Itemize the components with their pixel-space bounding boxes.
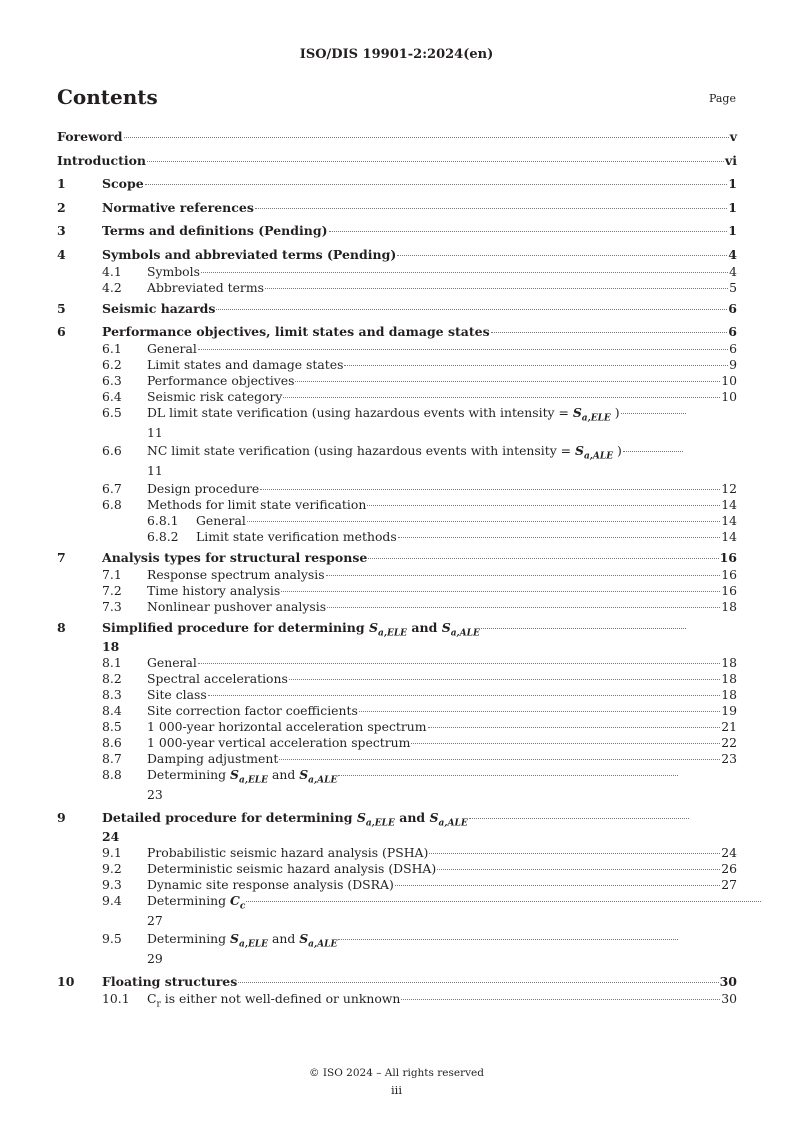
toc-entry-6-2[interactable]: 6.2 Limit states and damage states 9 bbox=[102, 357, 737, 372]
toc-entry-6-5[interactable]: 6.5 DL limit state verification (using hazardous events with intensity = $S_{a,ELE}$ ) bbox=[57, 405, 737, 425]
toc-entry-8-8[interactable]: 8.8 Determining $S_{a,ELE}$ and $S_{a,ALE}$ bbox=[57, 767, 737, 787]
toc-entry-6-6-page: 11 bbox=[147, 463, 163, 478]
toc-entry-8-3[interactable]: 8.3 Site class 18 bbox=[102, 687, 737, 702]
toc-entry-9[interactable]: 9 Detailed procedure for determining $S_{a,ELE}$ and $S_{a,ALE}$ bbox=[57, 809, 737, 829]
toc-entry-6-8-1[interactable]: 6.8.1 General 14 bbox=[147, 513, 737, 528]
toc-entry-8-7[interactable]: 8.7 Damping adjustment 23 bbox=[102, 751, 737, 766]
copyright-notice: © ISO 2024 – All rights reserved bbox=[309, 1067, 484, 1079]
math-s-a-ale: $S_{a,ALE}$ bbox=[574, 443, 614, 462]
toc-entry-10[interactable]: 10 Floating structures 30 bbox=[57, 974, 737, 989]
toc-entry-9-page: 24 bbox=[102, 829, 120, 844]
page-number: iii bbox=[390, 1083, 403, 1097]
toc-entry-7-3[interactable]: 7.3 Nonlinear pushover analysis 18 bbox=[102, 599, 737, 614]
toc-entry-foreword[interactable]: Foreword v bbox=[57, 129, 737, 144]
toc-entry-9-1[interactable]: 9.1 Probabilistic seismic hazard analysis (PSHA) 24 bbox=[102, 845, 737, 860]
toc-entry-8-8-page: 23 bbox=[147, 787, 163, 802]
toc-entry-7-2[interactable]: 7.2 Time history analysis 16 bbox=[102, 583, 737, 598]
toc-entry-6-7[interactable]: 6.7 Design procedure 12 bbox=[102, 481, 737, 496]
math-c-c: $C_c$ bbox=[230, 893, 246, 912]
toc-entry-6-5-page: 11 bbox=[147, 425, 163, 440]
toc-entry-3[interactable]: 3 Terms and definitions (Pending) 1 bbox=[57, 223, 737, 238]
toc-entry-6-4[interactable]: 6.4 Seismic risk category 10 bbox=[102, 389, 737, 404]
math-s-a-ale: $S_{a,ALE}$ bbox=[299, 931, 338, 950]
contents-title: Contents bbox=[57, 85, 158, 109]
math-s-a-ele: $S_{a,ELE}$ bbox=[356, 810, 395, 829]
toc-entry-8-2[interactable]: 8.2 Spectral accelerations 18 bbox=[102, 671, 737, 686]
toc-entry-9-3[interactable]: 9.3 Dynamic site response analysis (DSRA) 27 bbox=[102, 877, 737, 892]
math-s-a-ele: $S_{a,ELE}$ bbox=[230, 931, 268, 950]
toc-entry-7[interactable]: 7 Analysis types for structural response 16 bbox=[57, 550, 737, 565]
toc-entry-8-1[interactable]: 8.1 General 18 bbox=[102, 655, 737, 670]
toc-entry-9-5-page: 29 bbox=[147, 951, 163, 966]
table-of-contents bbox=[57, 128, 737, 1010]
math-s-a-ale: $S_{a,ALE}$ bbox=[441, 620, 480, 639]
toc-entry-10-1[interactable]: 10.1 $C_r$ is either not well-defined or unknown 30 bbox=[102, 991, 737, 1010]
document-id-header: ISO/DIS 19901-2:2024(en) bbox=[299, 47, 494, 62]
math-s-a-ale: $S_{a,ALE}$ bbox=[299, 767, 338, 786]
toc-entry-9-4[interactable]: 9.4 Determining $C_c$ bbox=[57, 893, 737, 913]
toc-entry-8-page: 18 bbox=[102, 639, 120, 654]
toc-entry-8-5[interactable]: 8.5 1 000-year horizontal acceleration spectrum 21 bbox=[102, 719, 737, 734]
toc-entry-5[interactable]: 5 Seismic hazards 6 bbox=[57, 300, 737, 316]
math-s-a-ele: $S_{a,ELE}$ bbox=[368, 620, 408, 639]
toc-entry-4-2[interactable]: 4.2 Abbreviated terms 5 bbox=[102, 279, 737, 295]
toc-entry-7-1[interactable]: 7.1 Response spectrum analysis 16 bbox=[102, 567, 737, 582]
toc-entry-4-1[interactable]: 4.1 Symbols 4 bbox=[102, 263, 737, 279]
toc-entry-introduction[interactable]: Introduction vi bbox=[57, 152, 737, 168]
page-footer bbox=[0, 1067, 793, 1097]
toc-entry-9-4-page: 27 bbox=[147, 913, 163, 928]
math-s-a-ele: $S_{a,ELE}$ bbox=[230, 767, 268, 786]
toc-entry-6-1[interactable]: 6.1 General 6 bbox=[102, 341, 737, 356]
toc-entry-4[interactable]: 4 Symbols and abbreviated terms (Pending) 4 bbox=[57, 246, 737, 262]
toc-entry-6-8[interactable]: 6.8 Methods for limit state verification 14 bbox=[102, 497, 737, 512]
toc-entry-9-2[interactable]: 9.2 Deterministic seismic hazard analysis (DSHA) 26 bbox=[102, 861, 737, 876]
math-s-a-ele: $S_{a,ELE}$ bbox=[572, 405, 611, 424]
math-s-a-ale: $S_{a,ALE}$ bbox=[429, 810, 468, 829]
toc-entry-6-6[interactable]: 6.6 NC limit state verification (using hazardous events with intensity = $S_{a,ALE}$ ) bbox=[57, 443, 737, 463]
toc-entry-6-8-2[interactable]: 6.8.2 Limit state verification methods 14 bbox=[147, 529, 737, 544]
toc-entry-6[interactable]: 6 Performance objectives, limit states and damage states 6 bbox=[57, 324, 737, 339]
toc-entry-8-6[interactable]: 8.6 1 000-year vertical acceleration spectrum 22 bbox=[102, 735, 737, 750]
toc-entry-8[interactable]: 8 Simplified procedure for determining $S_{a,ELE}$ and $S_{a,ALE}$ bbox=[57, 619, 737, 639]
toc-entry-1[interactable]: 1 Scope 1 bbox=[57, 176, 737, 191]
toc-entry-6-3[interactable]: 6.3 Performance objectives 10 bbox=[102, 373, 737, 388]
toc-entry-8-4[interactable]: 8.4 Site correction factor coefficients 19 bbox=[102, 703, 737, 718]
toc-entry-2[interactable]: 2 Normative references 1 bbox=[57, 199, 737, 215]
toc-entry-9-5[interactable]: 9.5 Determining $S_{a,ELE}$ and $S_{a,ALE}$ bbox=[57, 931, 737, 951]
page-column-label: Page bbox=[708, 92, 736, 105]
